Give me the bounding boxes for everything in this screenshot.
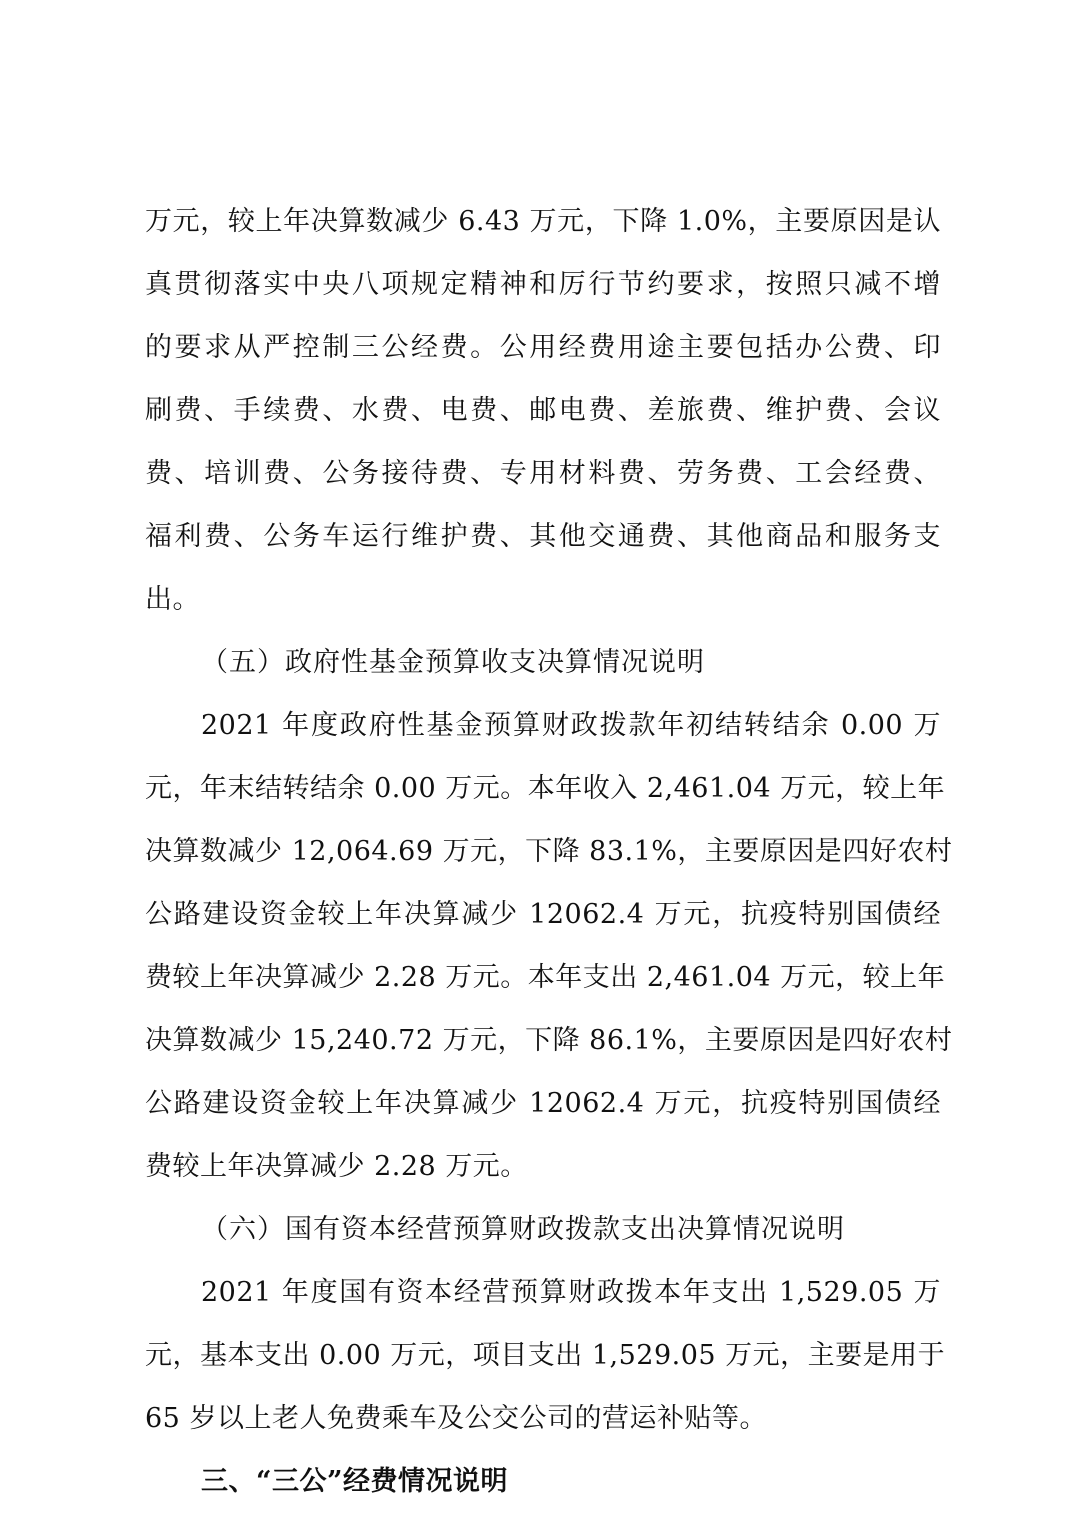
paragraph-line: 2021 年度国有资本经营预算财政拨本年支出 1,529.05 万 bbox=[201, 1277, 941, 1308]
paragraph-line: 福利费、公务车运行维护费、其他交通费、其他商品和服务支 bbox=[145, 521, 941, 552]
paragraph-line: 65 岁以上老人免费乘车及公交公司的营运补贴等。 bbox=[145, 1403, 767, 1434]
paragraph-line: 费较上年决算减少 2.28 万元。 bbox=[145, 1151, 528, 1182]
paragraph-line: 公路建设资金较上年决算减少 12062.4 万元，抗疫特别国债经 bbox=[145, 1088, 941, 1119]
section-heading-government-fund: （五）政府性基金预算收支决算情况说明 bbox=[201, 647, 705, 678]
section-heading-state-capital: （六）国有资本经营预算财政拨款支出决算情况说明 bbox=[201, 1214, 845, 1245]
paragraph-line: 决算数减少 12,064.69 万元，下降 83.1%，主要原因是四好农村 bbox=[145, 836, 953, 867]
paragraph-line: 元，年末结转结余 0.00 万元。本年收入 2,461.04 万元，较上年 bbox=[145, 773, 946, 804]
paragraph-line: 公路建设资金较上年决算减少 12062.4 万元，抗疫特别国债经 bbox=[145, 899, 941, 930]
paragraph-line: 费、培训费、公务接待费、专用材料费、劳务费、工会经费、 bbox=[145, 458, 941, 489]
government-fund-paragraph bbox=[145, 694, 953, 1198]
section-heading-three-public-expenses: 三、“三公”经费情况说明 bbox=[201, 1466, 509, 1497]
state-capital-paragraph bbox=[145, 1261, 946, 1450]
paragraph-line: 真贯彻落实中央八项规定精神和厉行节约要求，按照只减不增 bbox=[145, 269, 941, 300]
paragraph-line: 刷费、手续费、水费、电费、邮电费、差旅费、维护费、会议 bbox=[145, 395, 941, 426]
paragraph-line: 费较上年决算减少 2.28 万元。本年支出 2,461.04 万元，较上年 bbox=[145, 962, 946, 993]
document-page bbox=[145, 190, 953, 1513]
paragraph-line: 万元，较上年决算数减少 6.43 万元，下降 1.0%，主要原因是认 bbox=[145, 206, 941, 237]
paragraph-line: 决算数减少 15,240.72 万元，下降 86.1%，主要原因是四好农村 bbox=[145, 1025, 953, 1056]
public-expense-paragraph bbox=[145, 190, 941, 631]
paragraph-line: 2021 年度政府性基金预算财政拨款年初结转结余 0.00 万 bbox=[201, 710, 941, 741]
paragraph-line: 元，基本支出 0.00 万元，项目支出 1,529.05 万元，主要是用于 bbox=[145, 1340, 946, 1371]
paragraph-line: 的要求从严控制三公经费。公用经费用途主要包括办公费、印 bbox=[145, 332, 941, 363]
paragraph-line: 出。 bbox=[145, 584, 200, 615]
